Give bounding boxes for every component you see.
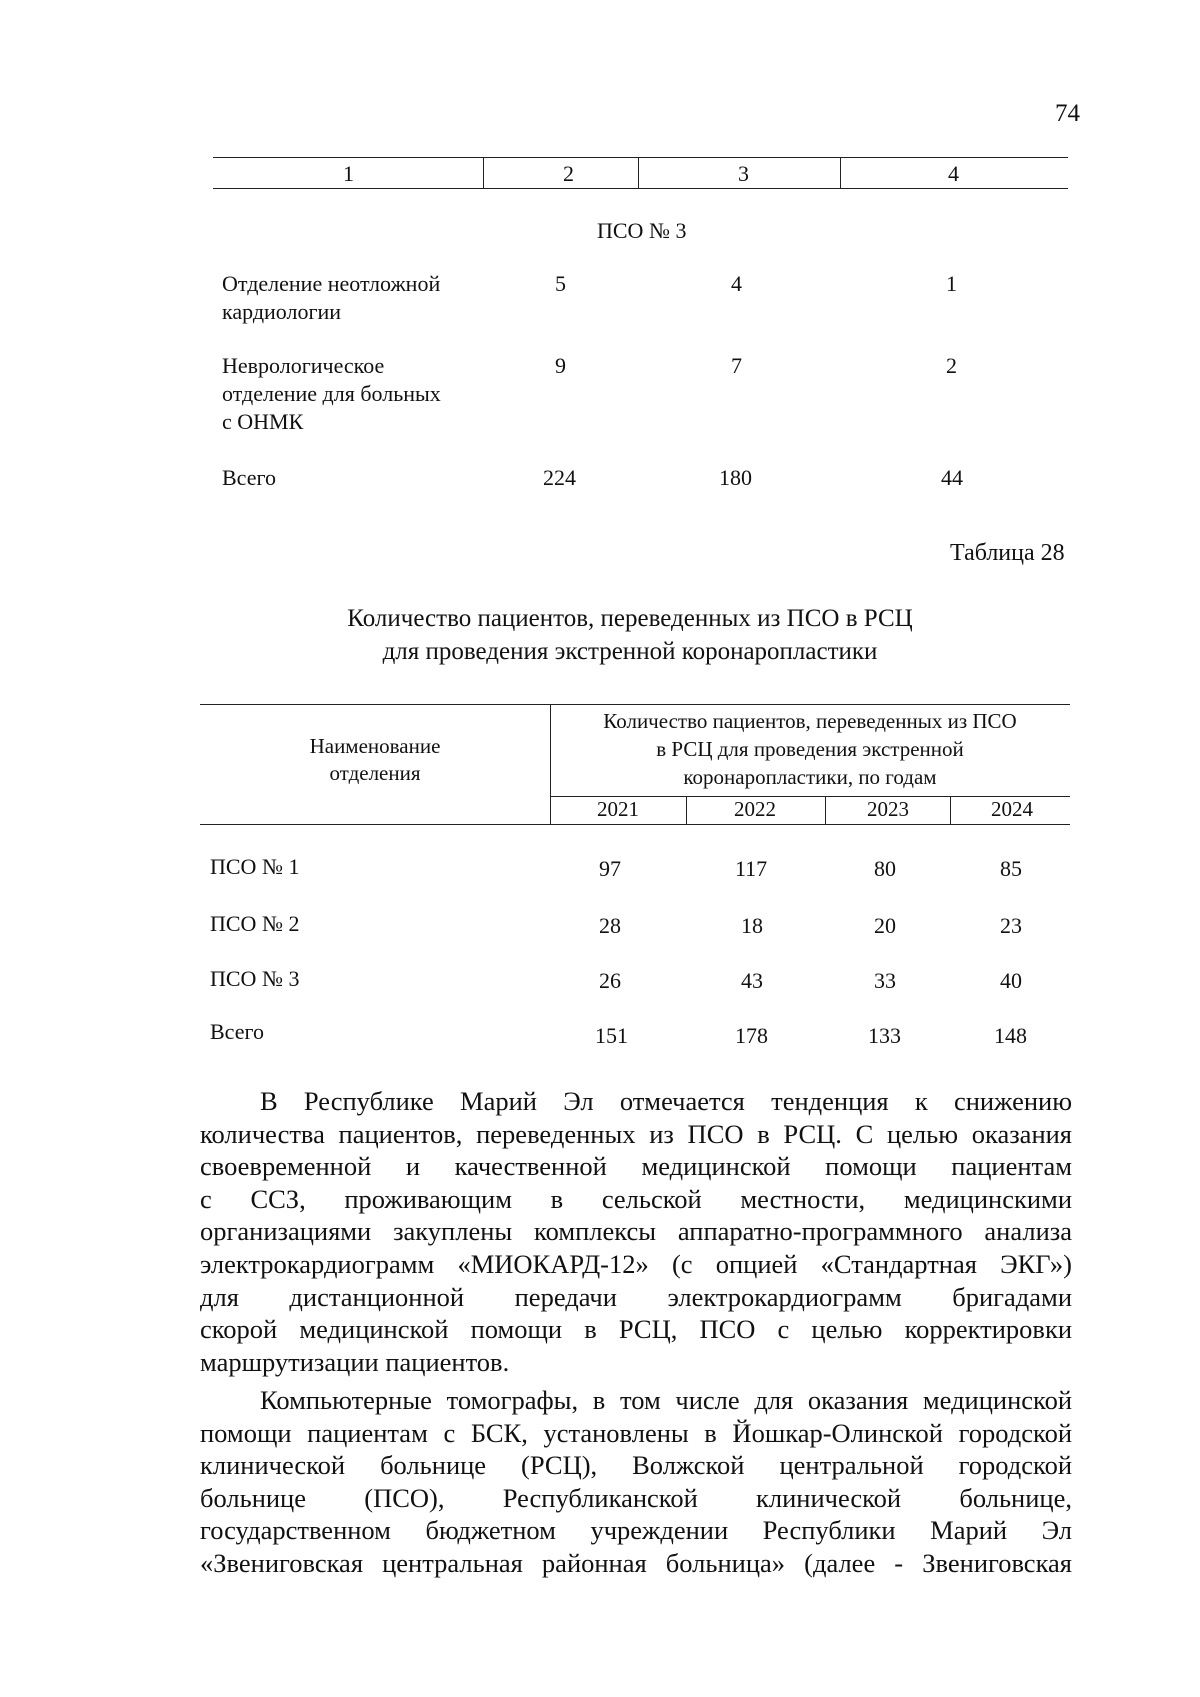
col-num-2: 2 [563, 161, 574, 186]
row-label: ПСО № 3 [210, 966, 300, 991]
cell-value: 1 [946, 271, 957, 296]
cell-value: 4 [731, 271, 742, 296]
cell-value: 178 [735, 1023, 768, 1048]
group-column-header: Количество пациентов, переведенных из ПСО в РСЦ для проведения экстренной коронаропластики, по годам [603, 709, 1017, 789]
table-title-line: для проведения экстренной коронаропластики [382, 638, 878, 665]
cell-value: 18 [741, 913, 763, 938]
col-num-1: 1 [343, 161, 354, 186]
table-caption: Таблица 28 [950, 540, 1065, 566]
table-rule [550, 704, 551, 824]
cell-value: 97 [599, 856, 621, 881]
cell-value: 5 [555, 271, 566, 296]
cell-value: 151 [595, 1023, 628, 1048]
cell-value: 180 [719, 465, 752, 490]
col-num-4: 4 [948, 161, 959, 186]
cell-value: 148 [994, 1023, 1027, 1048]
year-header: 2023 [867, 797, 909, 821]
cell-value: 117 [735, 856, 768, 881]
table-title-line: Количество пациентов, переведенных из ПСО в РСЦ [347, 605, 913, 632]
table27-section-title: ПСО № 3 [597, 218, 687, 243]
row-label: Неврологическое отделение для больных с ОНМК [222, 353, 441, 434]
cell-value: 2 [946, 353, 957, 378]
body-paragraph: В Республике Марий Эл отмечается тенденция к снижению количества пациентов, переведенных из ПСО в РСЦ. С целью оказания своевременной и качественной медицинской помощи пациентам с ССЗ, проживающим в сельской местности, медицинскими организациями закуплены комплексы аппаратно-программного анализа электрокардиограмм «МИОКАРД-12» (с опцией «Стандартная ЭКГ») для дистанционной передачи электрокардиограмм бригадами скорой медицинской помощи в РСЦ, ПСО с целью корректировки маршрутизации пациентов. [200, 1086, 1072, 1377]
table27-column-numbers [213, 157, 1068, 189]
cell-value: 20 [874, 913, 896, 938]
cell-value: 85 [1000, 856, 1022, 881]
cell-value: 23 [1000, 913, 1022, 938]
year-header: 2024 [991, 797, 1033, 821]
page-number: 74 [1055, 100, 1080, 127]
col-divider [638, 158, 639, 188]
row-label: Всего [210, 1019, 264, 1044]
row-label: ПСО № 2 [210, 911, 300, 936]
year-header: 2021 [597, 797, 639, 821]
col-divider [483, 158, 484, 188]
col-num-3: 3 [738, 161, 749, 186]
cell-value: 133 [868, 1023, 901, 1048]
cell-value: 28 [599, 913, 621, 938]
row-label: Отделение неотложной кардиологии [222, 271, 441, 324]
cell-value: 224 [543, 465, 576, 490]
row-label: Всего [222, 465, 276, 490]
cell-value: 7 [731, 353, 742, 378]
name-column-header: Наименование отделения [309, 734, 441, 785]
cell-value: 43 [741, 968, 763, 993]
body-paragraph: Компьютерные томографы, в том числе для оказания медицинской помощи пациентам с БСК, установлены в Йошкар-Олинской городской клинической больнице (РСЦ), Волжской центральной городской больнице (ПСО), Республиканской клинической больнице, государственном бюджетном учреждении Республики Марий Эл «Звениговская центральная районная больница» (далее - Звениговская [200, 1385, 1072, 1578]
cell-value: 9 [555, 353, 566, 378]
col-divider [840, 158, 841, 188]
cell-value: 33 [874, 968, 896, 993]
cell-value: 26 [599, 968, 621, 993]
table-rule [686, 796, 687, 824]
table-rule [950, 796, 951, 824]
table-rule [825, 796, 826, 824]
table-rule [200, 704, 1070, 705]
table-rule [200, 824, 1070, 825]
cell-value: 80 [874, 856, 896, 881]
row-label: ПСО № 1 [210, 854, 300, 879]
cell-value: 44 [941, 465, 963, 490]
cell-value: 40 [1000, 968, 1022, 993]
year-header: 2022 [734, 797, 776, 821]
